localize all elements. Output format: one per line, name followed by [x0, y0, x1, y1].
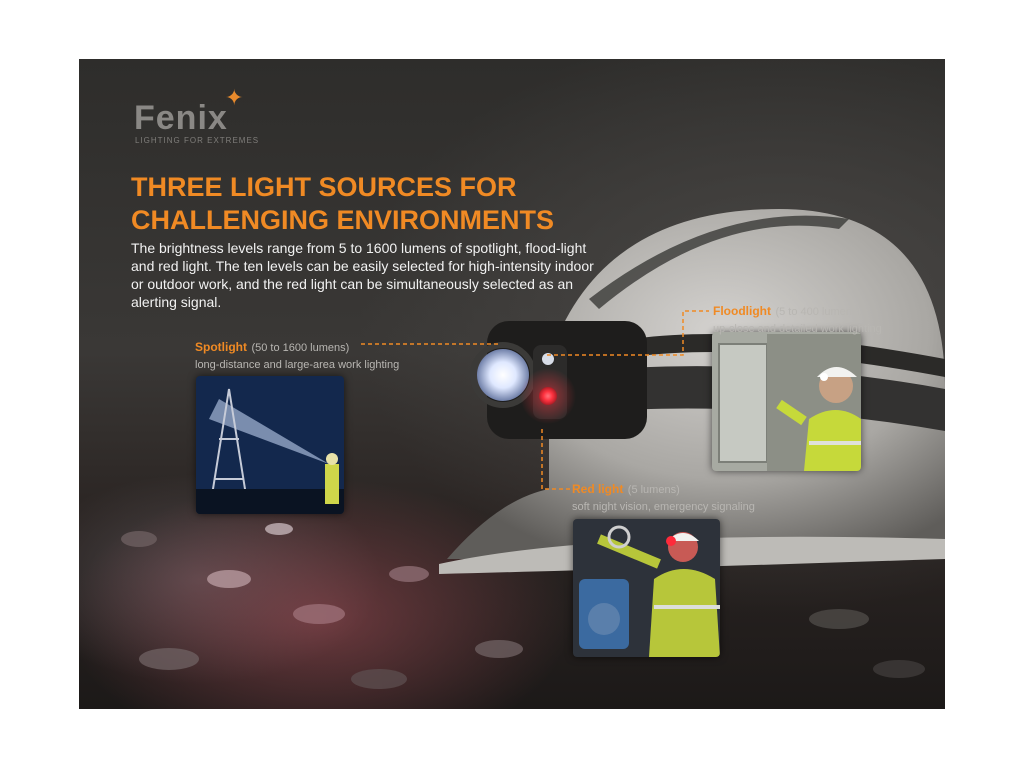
headline — [131, 171, 651, 237]
brand-tagline: LIGHTING FOR EXTREMES — [135, 136, 260, 145]
headline-line-1: THREE LIGHT SOURCES FOR — [131, 172, 517, 202]
floodlight-callout — [713, 302, 882, 335]
brand-logo: Fenix — [134, 99, 228, 137]
spotlight-photo — [196, 376, 344, 514]
spotlight-description: long-distance and large-area work lighting — [195, 359, 400, 371]
spotlight-callout — [195, 338, 399, 371]
red-light-description: soft night vision, emergency signaling — [572, 501, 755, 513]
floodlight-range: (5 to 400 lumens) — [775, 306, 862, 318]
headline-line-2: CHALLENGING ENVIRONMENTS — [131, 205, 555, 235]
red-light-range: (5 lumens) — [627, 484, 680, 496]
product-poster — [79, 59, 945, 709]
spotlight-title: Spotlight — [195, 340, 247, 354]
spotlight-range: (50 to 1600 lumens) — [251, 342, 350, 354]
intro-paragraph: The brightness levels range from 5 to 1600 lumens of spotlight, flood-light and red light. The ten levels can be easily selected for high-intensity indoor or outdoor work, and the red light can be simultaneously selected as an alerting signal. — [131, 240, 594, 310]
red-light-callout — [572, 480, 755, 513]
floodlight-description: up-close and detailed work lighting — [713, 323, 882, 335]
star-icon: ✦ — [225, 85, 244, 110]
floodlight-title: Floodlight — [713, 304, 771, 318]
red-light-title: Red light — [572, 482, 624, 496]
headlamp — [473, 321, 647, 439]
red-light-photo — [573, 519, 720, 657]
floodlight-photo — [712, 332, 861, 471]
